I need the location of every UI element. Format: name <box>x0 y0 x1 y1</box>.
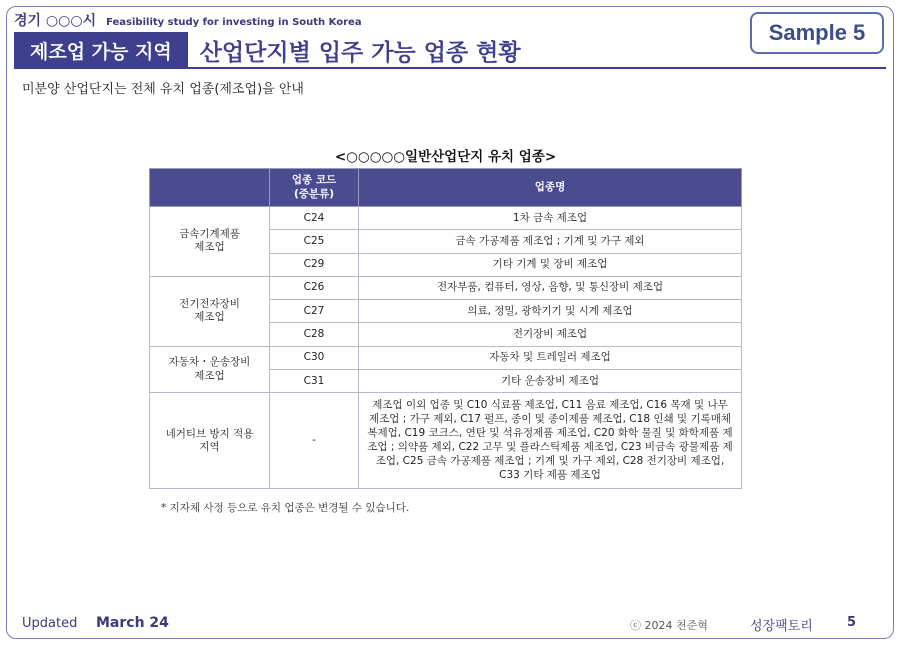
code-cell: C29 <box>270 253 359 276</box>
code-cell: C30 <box>270 346 359 369</box>
table-row <box>150 393 742 489</box>
table-body <box>150 207 742 489</box>
industry-name-cell: 기타 기계 및 장비 제조업 <box>359 253 742 276</box>
category-cell: 전기전자장비 제조업 <box>150 276 270 346</box>
industry-name-cell: 전자부품, 컴퓨터, 영상, 음향, 및 통신장비 제조업 <box>359 276 742 299</box>
header-divider <box>14 67 886 69</box>
code-cell: - <box>270 393 359 489</box>
header-code-line1: 업종 코드 <box>291 173 337 186</box>
footnote: * 지자체 사정 등으로 유치 업종은 변경될 수 있습니다. <box>161 502 410 514</box>
code-cell: C24 <box>270 207 359 230</box>
code-cell: C26 <box>270 276 359 299</box>
header-name: 업종명 <box>359 169 742 207</box>
industry-name-cell: 기타 운송장비 제조업 <box>359 370 742 393</box>
footer <box>22 616 872 634</box>
sample-badge: Sample 5 <box>750 12 884 54</box>
updated-label: Updated <box>22 616 78 631</box>
industry-name-cell: 자동차 및 트레일러 제조업 <box>359 346 742 369</box>
table-row <box>150 346 742 369</box>
table-row <box>150 207 742 230</box>
category-cell: 네거티브 방지 적용 지역 <box>150 393 270 489</box>
table-row <box>150 276 742 299</box>
industry-name-cell: 제조업 이외 업종 및 C10 식료품 제조업, C11 음료 제조업, C16 목재 및 나무 제조업 ; 가구 제외, C17 펄프, 종이 및 종이제품 제조업, C18 인쇄 및 기록매체 복제업, C19 코크스, 연탄 및 석유정제품 제조업, C20 화학 물질 및 화학제품 제조업 ; 의약품 제외, C22 고무 및 플라스틱제품 제조업, C23 비금속 광물제품 제조업, C25 금속 가공제품 제조업 ; 기계 및 가구 제외, C28 전기장비 제조업, C33 기타 제품 제조업 <box>359 393 742 489</box>
header-code-line2: (중분류) <box>293 187 335 200</box>
header-bar <box>14 32 884 68</box>
org-name: 경기 ○○○시 <box>14 13 97 29</box>
industry-name-cell: 의료, 정밀, 광학기기 및 시계 제조업 <box>359 300 742 323</box>
study-title: Feasibility study for investing in South Korea <box>106 17 362 28</box>
page-number: 5 <box>847 615 857 630</box>
code-cell: C31 <box>270 370 359 393</box>
copyright: ⓒ 2024 천준혁 <box>630 619 708 632</box>
subtitle: 미분양 산업단지는 전체 유치 업종(제조업)을 안내 <box>22 82 304 97</box>
industry-name-cell: 1차 금속 제조업 <box>359 207 742 230</box>
code-cell: C28 <box>270 323 359 346</box>
code-cell: C25 <box>270 230 359 253</box>
header-category <box>150 169 270 207</box>
industry-name-cell: 전기장비 제조업 <box>359 323 742 346</box>
table-header-row <box>150 169 742 207</box>
category-cell: 금속기계제품 제조업 <box>150 207 270 277</box>
table-title: <○○○○○일반산업단지 유치 업종> <box>334 149 557 165</box>
industry-table <box>149 168 742 489</box>
code-cell: C27 <box>270 300 359 323</box>
header-code <box>270 169 359 207</box>
category-cell: 자동차・운송장비 제조업 <box>150 346 270 393</box>
page-title: 산업단지별 입주 가능 업종 현황 <box>199 39 521 66</box>
updated-date: March 24 <box>96 615 169 631</box>
industry-name-cell: 금속 가공제품 제조업 ; 기계 및 가구 제외 <box>359 230 742 253</box>
section-badge: 제조업 가능 지역 <box>14 32 188 68</box>
brand-name: 성장팩토리 <box>750 619 813 634</box>
top-line <box>14 10 362 30</box>
